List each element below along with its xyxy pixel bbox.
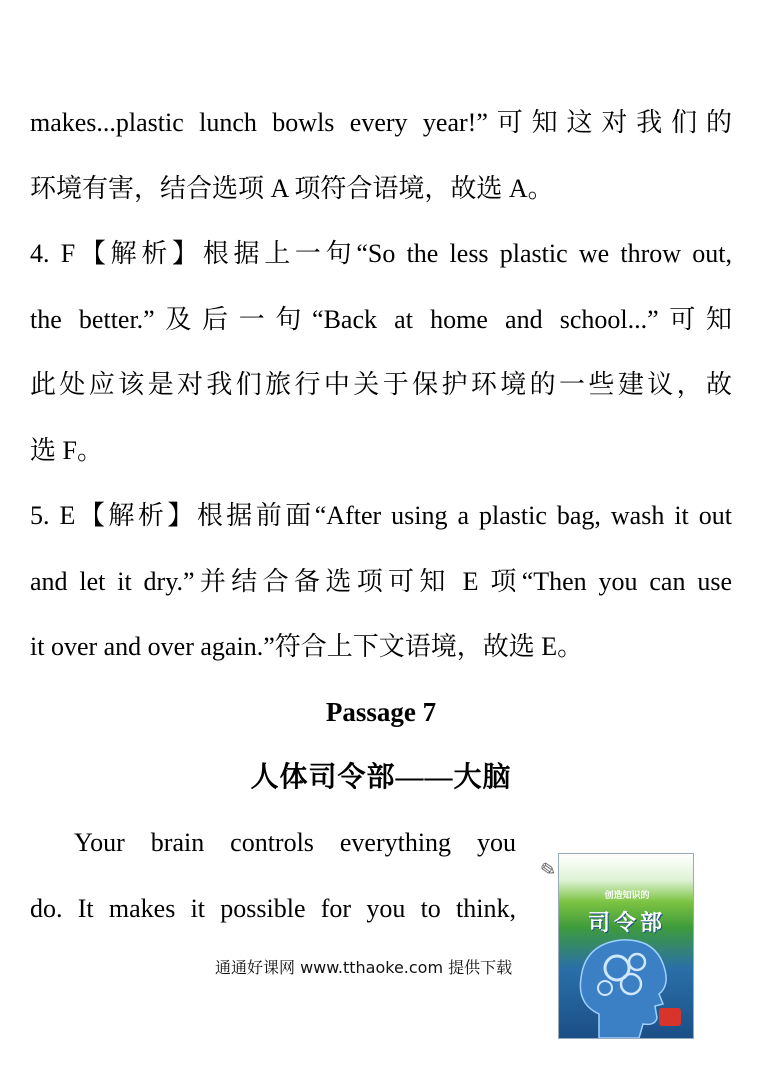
- cover-decoration: ✎: [534, 855, 559, 885]
- body-line-3: 4. F【解析】根据上一句“So the less plastic we throw out,: [30, 239, 732, 268]
- brain-head-illustration: [559, 934, 693, 1038]
- body-line-9: it over and over again.”符合上下文语境，故选 E。: [30, 632, 584, 661]
- intro-line-2: do. It makes it possible for you to think,: [30, 894, 516, 923]
- book-cover-title: 司令部: [587, 911, 666, 936]
- body-line-4: the better.”及后一句“Back at home and school...”可知: [30, 305, 732, 334]
- body-line-1: makes...plastic lunch bowls every year!”可知这对我们的: [30, 108, 732, 137]
- passage-title: Passage 7: [325, 697, 437, 727]
- body-line-2: 环境有害，结合选项 A 项符合语境，故选 A。: [30, 174, 554, 203]
- body-line-5: 此处应该是对我们旅行中关于保护环境的一些建议，故: [30, 370, 732, 399]
- body-line-6: 选 F。: [30, 436, 103, 465]
- book-cover-image: [558, 853, 694, 1039]
- intro-line-1: Your brain controls everything you: [74, 828, 516, 857]
- body-line-8: and let it dry.”并结合备选项可知 E 项“Then you can use: [30, 567, 732, 596]
- chinese-title: 人体司令部——大脑: [250, 762, 512, 793]
- book-cover-subtitle: 创造知识的: [604, 891, 650, 901]
- footer-watermark: 通通好课网 www.tthaoke.com 提供下载: [215, 958, 513, 977]
- body-line-7: 5. E【解析】根据前面“After using a plastic bag, wash it out: [30, 501, 732, 530]
